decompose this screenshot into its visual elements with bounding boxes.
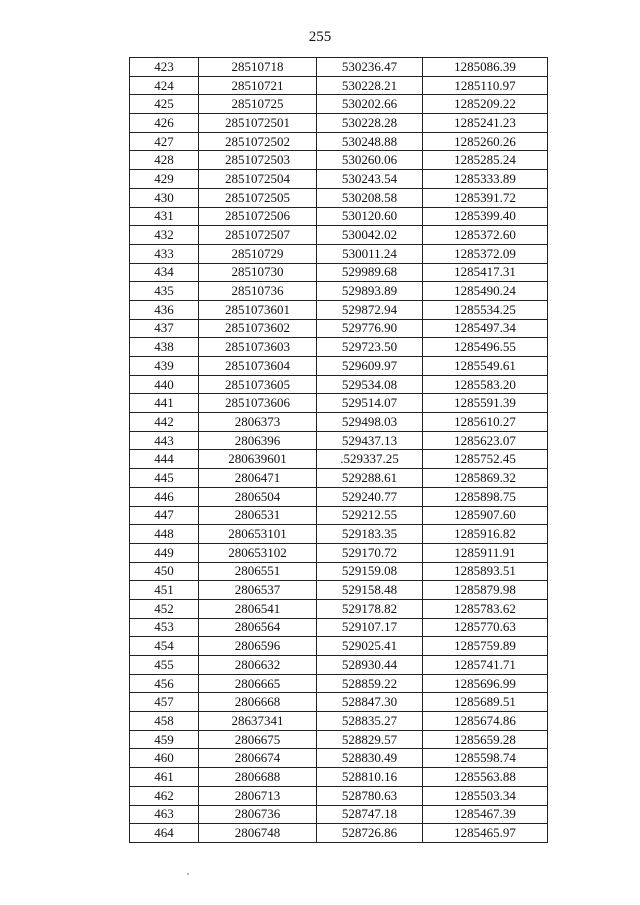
row-number-cell: 430 [130, 188, 199, 207]
row-number-cell: 444 [130, 450, 199, 469]
point-id-cell: 280653101 [199, 525, 317, 544]
y-coordinate-cell: 1285659.28 [423, 730, 548, 749]
table-row [130, 637, 548, 656]
y-coordinate-cell: 1285869.32 [423, 469, 548, 488]
point-id-cell: 2806748 [199, 824, 317, 843]
point-id-cell: 2851072503 [199, 151, 317, 170]
point-id-cell: 2806396 [199, 431, 317, 450]
table-row [130, 824, 548, 843]
x-coordinate-cell: 528780.63 [317, 786, 423, 805]
row-number-cell: 463 [130, 805, 199, 824]
x-coordinate-cell: 528830.49 [317, 749, 423, 768]
point-id-cell: 2851073605 [199, 375, 317, 394]
y-coordinate-cell: 1285911.91 [423, 543, 548, 562]
x-coordinate-cell: 529170.72 [317, 543, 423, 562]
point-id-cell: 2806537 [199, 581, 317, 600]
x-coordinate-cell: 529609.97 [317, 357, 423, 376]
x-coordinate-cell: 528859.22 [317, 674, 423, 693]
y-coordinate-cell: 1285465.97 [423, 824, 548, 843]
row-number-cell: 458 [130, 712, 199, 731]
y-coordinate-cell: 1285110.97 [423, 76, 548, 95]
table-row [130, 58, 548, 77]
row-number-cell: 453 [130, 618, 199, 637]
table-row [130, 581, 548, 600]
table-row [130, 805, 548, 824]
x-coordinate-cell: 529872.94 [317, 300, 423, 319]
y-coordinate-cell: 1285399.40 [423, 207, 548, 226]
x-coordinate-cell: 530248.88 [317, 132, 423, 151]
row-number-cell: 442 [130, 413, 199, 432]
table-row [130, 132, 548, 151]
x-coordinate-cell: 530236.47 [317, 58, 423, 77]
table-row [130, 394, 548, 413]
point-id-cell: 2806504 [199, 487, 317, 506]
x-coordinate-cell: 530243.54 [317, 170, 423, 189]
y-coordinate-cell: 1285674.86 [423, 712, 548, 731]
x-coordinate-cell: 530260.06 [317, 151, 423, 170]
row-number-cell: 436 [130, 300, 199, 319]
x-coordinate-cell: 529212.55 [317, 506, 423, 525]
x-coordinate-cell: 529437.13 [317, 431, 423, 450]
row-number-cell: 448 [130, 525, 199, 544]
x-coordinate-cell: 530228.28 [317, 114, 423, 133]
row-number-cell: 427 [130, 132, 199, 151]
row-number-cell: 451 [130, 581, 199, 600]
y-coordinate-cell: 1285549.61 [423, 357, 548, 376]
point-id-cell: 2806688 [199, 768, 317, 787]
x-coordinate-cell: .529337.25 [317, 450, 423, 469]
y-coordinate-cell: 1285260.26 [423, 132, 548, 151]
scan-speck [187, 873, 189, 875]
x-coordinate-cell: 528835.27 [317, 712, 423, 731]
y-coordinate-cell: 1285879.98 [423, 581, 548, 600]
x-coordinate-cell: 529107.17 [317, 618, 423, 637]
point-id-cell: 2806674 [199, 749, 317, 768]
x-coordinate-cell: 529178.82 [317, 599, 423, 618]
x-coordinate-cell: 530042.02 [317, 226, 423, 245]
table-row [130, 656, 548, 675]
point-id-cell: 2851073606 [199, 394, 317, 413]
row-number-cell: 431 [130, 207, 199, 226]
page-number: 255 [308, 29, 332, 45]
point-id-cell: 2806713 [199, 786, 317, 805]
y-coordinate-cell: 1285497.34 [423, 319, 548, 338]
y-coordinate-cell: 1285241.23 [423, 114, 548, 133]
table-row [130, 618, 548, 637]
coordinates-table [129, 57, 548, 843]
coordinates-table-body [130, 58, 548, 843]
point-id-cell: 2806541 [199, 599, 317, 618]
y-coordinate-cell: 1285770.63 [423, 618, 548, 637]
x-coordinate-cell: 529893.89 [317, 282, 423, 301]
x-coordinate-cell: 529723.50 [317, 338, 423, 357]
table-row [130, 76, 548, 95]
y-coordinate-cell: 1285209.22 [423, 95, 548, 114]
y-coordinate-cell: 1285759.89 [423, 637, 548, 656]
x-coordinate-cell: 530202.66 [317, 95, 423, 114]
x-coordinate-cell: 529776.90 [317, 319, 423, 338]
point-id-cell: 2806531 [199, 506, 317, 525]
y-coordinate-cell: 1285534.25 [423, 300, 548, 319]
y-coordinate-cell: 1285623.07 [423, 431, 548, 450]
table-row [130, 319, 548, 338]
point-id-cell: 2851073604 [199, 357, 317, 376]
y-coordinate-cell: 1285907.60 [423, 506, 548, 525]
table-row [130, 525, 548, 544]
table-row [130, 469, 548, 488]
point-id-cell: 28510725 [199, 95, 317, 114]
x-coordinate-cell: 529498.03 [317, 413, 423, 432]
point-id-cell: 2851072502 [199, 132, 317, 151]
y-coordinate-cell: 1285417.31 [423, 263, 548, 282]
row-number-cell: 459 [130, 730, 199, 749]
point-id-cell: 2851072505 [199, 188, 317, 207]
row-number-cell: 433 [130, 244, 199, 263]
x-coordinate-cell: 528810.16 [317, 768, 423, 787]
row-number-cell: 450 [130, 562, 199, 581]
y-coordinate-cell: 1285893.51 [423, 562, 548, 581]
table-row [130, 207, 548, 226]
table-row [130, 599, 548, 618]
row-number-cell: 456 [130, 674, 199, 693]
point-id-cell: 28637341 [199, 712, 317, 731]
x-coordinate-cell: 530120.60 [317, 207, 423, 226]
x-coordinate-cell: 529158.48 [317, 581, 423, 600]
table-row [130, 226, 548, 245]
y-coordinate-cell: 1285752.45 [423, 450, 548, 469]
y-coordinate-cell: 1285467.39 [423, 805, 548, 824]
x-coordinate-cell: 529288.61 [317, 469, 423, 488]
x-coordinate-cell: 529240.77 [317, 487, 423, 506]
y-coordinate-cell: 1285391.72 [423, 188, 548, 207]
row-number-cell: 438 [130, 338, 199, 357]
point-id-cell: 2851072501 [199, 114, 317, 133]
row-number-cell: 462 [130, 786, 199, 805]
y-coordinate-cell: 1285372.09 [423, 244, 548, 263]
table-row [130, 562, 548, 581]
point-id-cell: 2851072507 [199, 226, 317, 245]
table-row [130, 300, 548, 319]
y-coordinate-cell: 1285898.75 [423, 487, 548, 506]
y-coordinate-cell: 1285591.39 [423, 394, 548, 413]
y-coordinate-cell: 1285741.71 [423, 656, 548, 675]
y-coordinate-cell: 1285490.24 [423, 282, 548, 301]
point-id-cell: 28510730 [199, 263, 317, 282]
table-row [130, 506, 548, 525]
y-coordinate-cell: 1285333.89 [423, 170, 548, 189]
y-coordinate-cell: 1285285.24 [423, 151, 548, 170]
point-id-cell: 2806373 [199, 413, 317, 432]
point-id-cell: 2851073601 [199, 300, 317, 319]
table-row [130, 170, 548, 189]
y-coordinate-cell: 1285610.27 [423, 413, 548, 432]
table-row [130, 712, 548, 731]
y-coordinate-cell: 1285496.55 [423, 338, 548, 357]
row-number-cell: 424 [130, 76, 199, 95]
row-number-cell: 429 [130, 170, 199, 189]
table-row [130, 413, 548, 432]
x-coordinate-cell: 528726.86 [317, 824, 423, 843]
x-coordinate-cell: 528747.18 [317, 805, 423, 824]
row-number-cell: 425 [130, 95, 199, 114]
x-coordinate-cell: 529989.68 [317, 263, 423, 282]
point-id-cell: 2806551 [199, 562, 317, 581]
table-row [130, 749, 548, 768]
point-id-cell: 2851072506 [199, 207, 317, 226]
y-coordinate-cell: 1285689.51 [423, 693, 548, 712]
point-id-cell: 28510718 [199, 58, 317, 77]
point-id-cell: 2806471 [199, 469, 317, 488]
y-coordinate-cell: 1285372.60 [423, 226, 548, 245]
point-id-cell: 28510736 [199, 282, 317, 301]
row-number-cell: 460 [130, 749, 199, 768]
y-coordinate-cell: 1285563.88 [423, 768, 548, 787]
table-row [130, 95, 548, 114]
row-number-cell: 446 [130, 487, 199, 506]
row-number-cell: 447 [130, 506, 199, 525]
y-coordinate-cell: 1285598.74 [423, 749, 548, 768]
table-row [130, 543, 548, 562]
y-coordinate-cell: 1285696.99 [423, 674, 548, 693]
table-row [130, 674, 548, 693]
x-coordinate-cell: 530208.58 [317, 188, 423, 207]
point-id-cell: 2806632 [199, 656, 317, 675]
row-number-cell: 449 [130, 543, 199, 562]
table-row [130, 768, 548, 787]
table-row [130, 244, 548, 263]
x-coordinate-cell: 528829.57 [317, 730, 423, 749]
point-id-cell: 2851072504 [199, 170, 317, 189]
table-row [130, 730, 548, 749]
x-coordinate-cell: 529183.35 [317, 525, 423, 544]
row-number-cell: 437 [130, 319, 199, 338]
point-id-cell: 2806668 [199, 693, 317, 712]
row-number-cell: 445 [130, 469, 199, 488]
row-number-cell: 457 [130, 693, 199, 712]
point-id-cell: 2806564 [199, 618, 317, 637]
y-coordinate-cell: 1285086.39 [423, 58, 548, 77]
point-id-cell: 280639601 [199, 450, 317, 469]
x-coordinate-cell: 529025.41 [317, 637, 423, 656]
table-row [130, 263, 548, 282]
row-number-cell: 455 [130, 656, 199, 675]
point-id-cell: 2806665 [199, 674, 317, 693]
y-coordinate-cell: 1285583.20 [423, 375, 548, 394]
table-row [130, 357, 548, 376]
point-id-cell: 2806596 [199, 637, 317, 656]
row-number-cell: 441 [130, 394, 199, 413]
table-row [130, 114, 548, 133]
x-coordinate-cell: 529159.08 [317, 562, 423, 581]
point-id-cell: 2851073602 [199, 319, 317, 338]
point-id-cell: 28510729 [199, 244, 317, 263]
x-coordinate-cell: 530011.24 [317, 244, 423, 263]
point-id-cell: 2806736 [199, 805, 317, 824]
row-number-cell: 452 [130, 599, 199, 618]
row-number-cell: 432 [130, 226, 199, 245]
table-row [130, 282, 548, 301]
row-number-cell: 440 [130, 375, 199, 394]
y-coordinate-cell: 1285503.34 [423, 786, 548, 805]
table-row [130, 431, 548, 450]
row-number-cell: 423 [130, 58, 199, 77]
x-coordinate-cell: 529514.07 [317, 394, 423, 413]
point-id-cell: 2851073603 [199, 338, 317, 357]
x-coordinate-cell: 528847.30 [317, 693, 423, 712]
table-row [130, 338, 548, 357]
table-row [130, 786, 548, 805]
table-row [130, 151, 548, 170]
point-id-cell: 2806675 [199, 730, 317, 749]
row-number-cell: 426 [130, 114, 199, 133]
row-number-cell: 454 [130, 637, 199, 656]
row-number-cell: 443 [130, 431, 199, 450]
row-number-cell: 435 [130, 282, 199, 301]
x-coordinate-cell: 530228.21 [317, 76, 423, 95]
row-number-cell: 434 [130, 263, 199, 282]
x-coordinate-cell: 529534.08 [317, 375, 423, 394]
table-row [130, 487, 548, 506]
table-row [130, 375, 548, 394]
row-number-cell: 464 [130, 824, 199, 843]
table-row [130, 188, 548, 207]
x-coordinate-cell: 528930.44 [317, 656, 423, 675]
table-row [130, 693, 548, 712]
point-id-cell: 28510721 [199, 76, 317, 95]
y-coordinate-cell: 1285916.82 [423, 525, 548, 544]
y-coordinate-cell: 1285783.62 [423, 599, 548, 618]
row-number-cell: 428 [130, 151, 199, 170]
row-number-cell: 461 [130, 768, 199, 787]
point-id-cell: 280653102 [199, 543, 317, 562]
table-row [130, 450, 548, 469]
row-number-cell: 439 [130, 357, 199, 376]
